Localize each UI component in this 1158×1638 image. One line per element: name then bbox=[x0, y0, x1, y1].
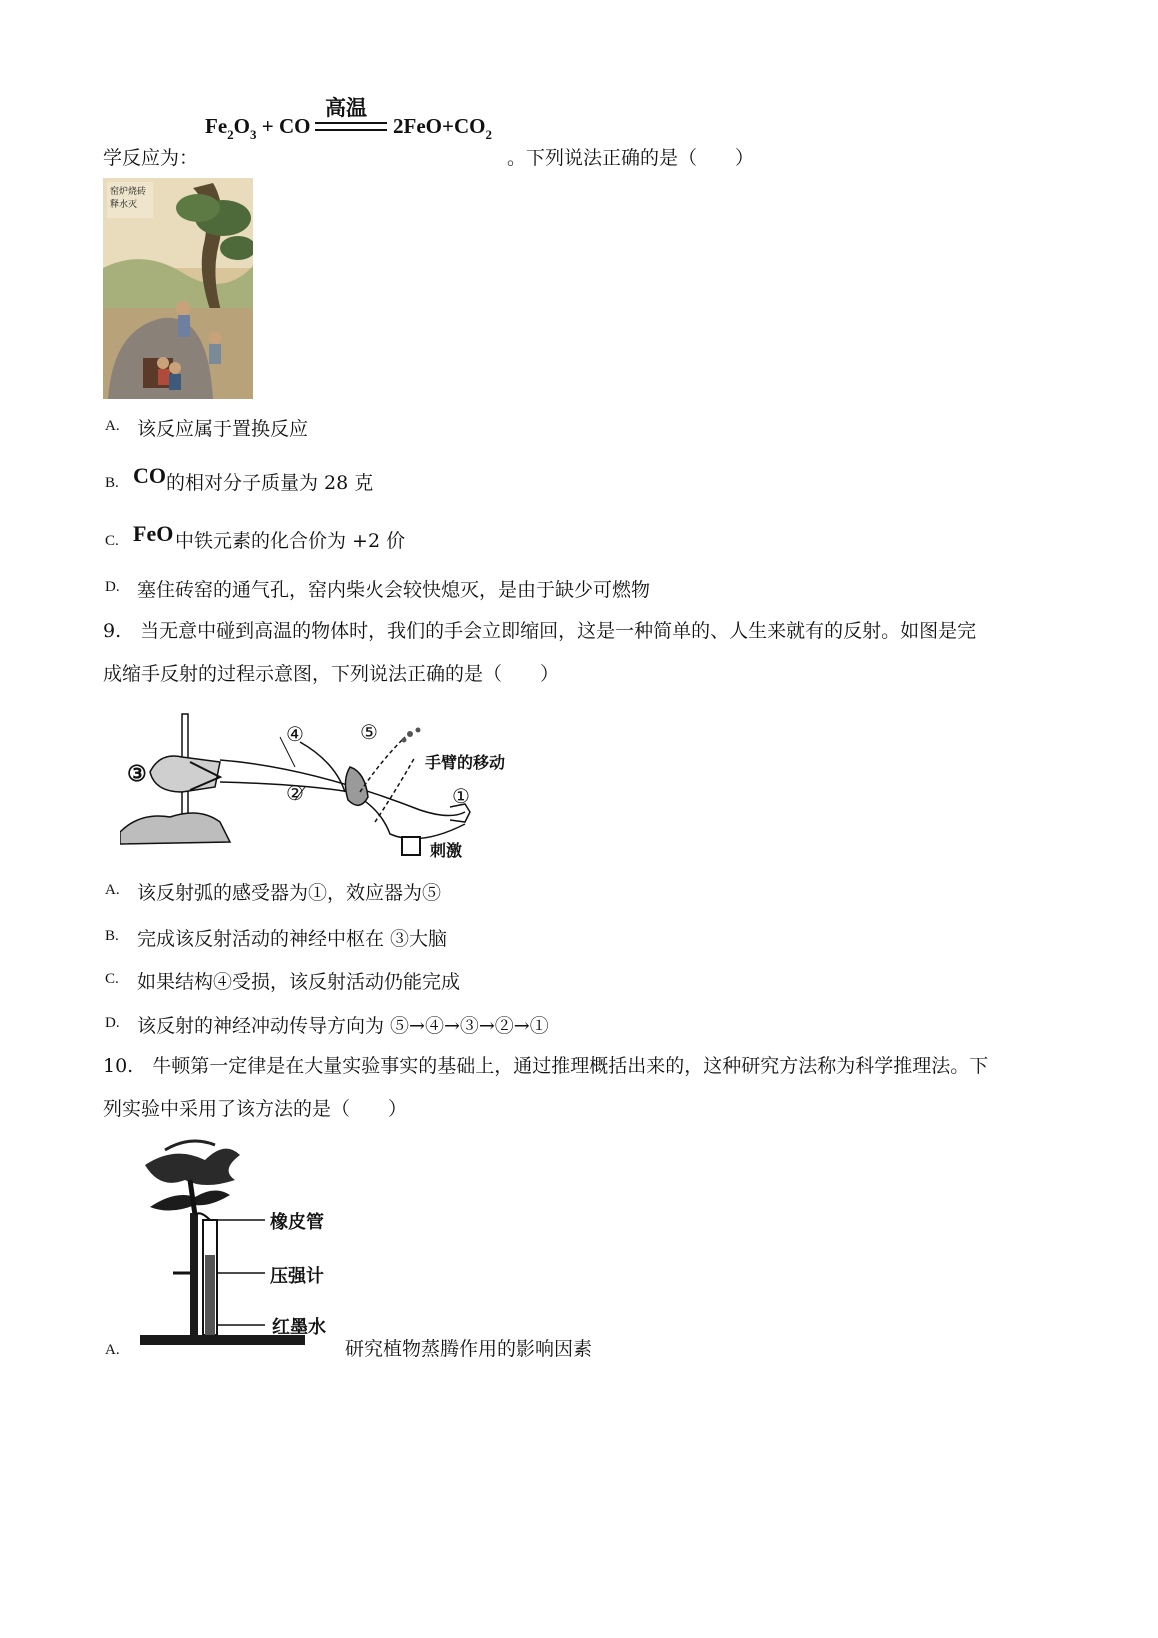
label-3: ③ bbox=[127, 761, 147, 787]
equation-condition: 高温 bbox=[325, 96, 367, 120]
equation-plus: + bbox=[441, 114, 454, 138]
option-text: 该反应属于置换反应 bbox=[137, 418, 309, 440]
option-text: 该反射弧的感受器为①，效应器为⑤ bbox=[137, 882, 442, 904]
kiln-illustration-caption: 窑炉烧砖 释水灭 bbox=[110, 187, 147, 210]
option-letter: C. bbox=[105, 971, 119, 987]
option-text: 如果结构④受损，该反射活动仍能完成 bbox=[137, 971, 461, 993]
option-letter: B. bbox=[105, 475, 119, 491]
option-formula: FeO bbox=[133, 521, 174, 546]
q8-stem-prefix: 学反应为： bbox=[103, 147, 199, 169]
label-5: ⑤ bbox=[360, 720, 378, 744]
label-1: ① bbox=[452, 784, 470, 808]
option-text: 研究植物蒸腾作用的影响因素 bbox=[345, 1338, 593, 1360]
option-text: 中铁元素的化合价为 +2 价 bbox=[175, 530, 406, 552]
label-2: ② bbox=[286, 781, 304, 805]
option-letter: D. bbox=[105, 1015, 120, 1031]
reflex-arc-figure bbox=[120, 712, 520, 862]
equation-product-co2: CO bbox=[453, 114, 486, 138]
equation-plus: + bbox=[261, 114, 274, 138]
q10-stem-line1: 10. 牛顿第一定律是在大量实验事实的基础上，通过推理概括出来的，这种研究方法称为科学推理法。下 bbox=[103, 1055, 989, 1077]
label-rubber-tube: 橡皮管 bbox=[270, 1212, 324, 1233]
q9-stem-line1: 9. 当无意中碰到高温的物体时，我们的手会立即缩回，这是一种简单的、人生来就有的反射。如图是完 bbox=[103, 620, 977, 642]
option-formula: CO bbox=[133, 463, 166, 488]
option-letter: A. bbox=[105, 418, 120, 434]
q9-stem-line2: 成缩手反射的过程示意图，下列说法正确的是（ ） bbox=[103, 663, 560, 685]
equation-reactant-o: O bbox=[233, 114, 250, 138]
label-stimulus: 刺激 bbox=[430, 841, 463, 860]
equation-sub: 3 bbox=[250, 127, 257, 142]
transpiration-apparatus-figure bbox=[135, 1135, 345, 1350]
label-arm-move: 手臂的移动 bbox=[425, 753, 506, 772]
kiln-illustration bbox=[103, 178, 253, 399]
equation-sub: 2 bbox=[485, 127, 492, 142]
option-letter: A. bbox=[105, 882, 120, 898]
option-letter: A. bbox=[105, 1342, 120, 1358]
option-text: 完成该反射活动的神经中枢在 ③大脑 bbox=[137, 928, 448, 950]
equation-equals bbox=[315, 122, 387, 131]
label-pressure-gauge: 压强计 bbox=[270, 1266, 324, 1287]
label-red-ink: 红墨水 bbox=[272, 1317, 326, 1338]
equation-reactant-fe: Fe bbox=[205, 114, 228, 138]
equation-sub: 2 bbox=[227, 127, 234, 142]
equation-reactant-co: CO bbox=[278, 114, 311, 138]
option-text: 该反射的神经冲动传导方向为 ⑤→④→③→②→① bbox=[137, 1015, 549, 1037]
option-letter: C. bbox=[105, 533, 119, 549]
q10-stem-line2: 列实验中采用了该方法的是（ ） bbox=[103, 1098, 408, 1120]
option-text: 塞住砖窑的通气孔，窑内柴火会较快熄灭，是由于缺少可燃物 bbox=[137, 579, 651, 601]
label-4: ④ bbox=[286, 722, 304, 746]
equation-product-feo: 2FeO bbox=[393, 114, 442, 138]
chemical-equation bbox=[205, 92, 505, 142]
option-text: 的相对分子质量为 28 克 bbox=[166, 472, 374, 494]
option-letter: D. bbox=[105, 579, 120, 595]
option-letter: B. bbox=[105, 928, 119, 944]
q8-stem-suffix: 。下列说法正确的是（ ） bbox=[507, 147, 755, 169]
